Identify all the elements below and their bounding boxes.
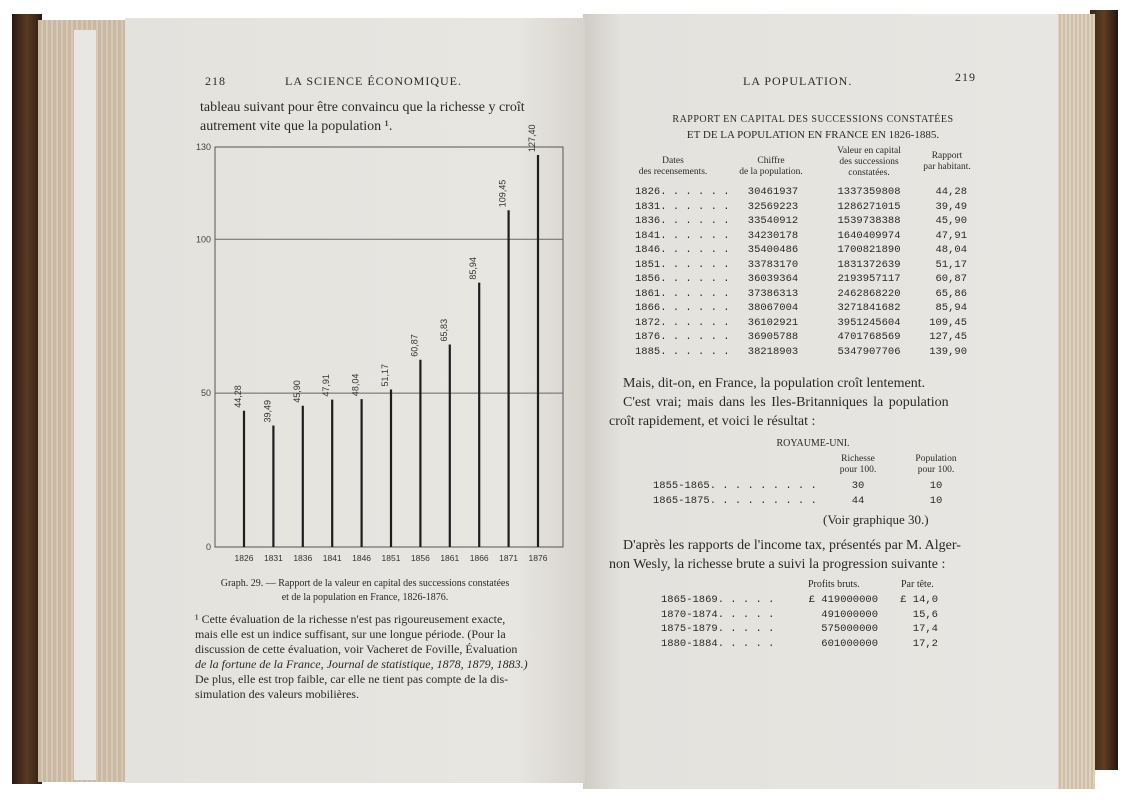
table-row bbox=[583, 244, 1043, 258]
x-tick-label: 1861 bbox=[440, 553, 460, 563]
table-cell-value: 3271841682 bbox=[837, 302, 901, 314]
uk-header bbox=[823, 454, 893, 476]
table-cell-population: 34230178 bbox=[747, 229, 799, 242]
paragraph: Mais, dit-on, en France, la population croît lentement. bbox=[623, 376, 926, 391]
page-edges-left bbox=[38, 20, 128, 782]
paragraph: D'après les rapports de l'income tax, présentés par M. Alger- bbox=[623, 538, 961, 553]
intro-line: autrement vite que la population ¹. bbox=[200, 119, 393, 134]
uk-header-line: Population bbox=[915, 454, 957, 464]
income-cell-profits: 491000000 bbox=[821, 608, 878, 621]
footnote-line: De plus, elle est trop faible, car elle ne tient pas compte de la dis- bbox=[195, 672, 509, 686]
table-row bbox=[583, 201, 1043, 215]
data-label: 109,45 bbox=[497, 179, 508, 208]
table-title: ET DE LA POPULATION EN FRANCE EN 1826-1885. bbox=[686, 129, 940, 141]
table-header bbox=[823, 146, 915, 179]
table-row bbox=[583, 331, 1043, 345]
data-label: 85,94 bbox=[468, 257, 479, 280]
uk-note: (Voir graphique 30.) bbox=[823, 512, 929, 527]
x-tick-label: 1841 bbox=[322, 553, 342, 563]
table-cell-date: 1861. . . . . . bbox=[635, 287, 730, 300]
uk-header-line: Richesse bbox=[841, 454, 875, 464]
table-header-line: par habitant. bbox=[923, 162, 971, 172]
table-header bbox=[629, 156, 717, 178]
x-tick-label: 1866 bbox=[469, 553, 489, 563]
data-label: 45,90 bbox=[291, 380, 302, 403]
right-page bbox=[583, 14, 1058, 789]
table-cell-date: 1872. . . . . . bbox=[635, 316, 730, 329]
table-cell-population: 36102921 bbox=[747, 316, 799, 329]
table-row bbox=[583, 215, 1043, 229]
y-tick-label: 100 bbox=[195, 234, 211, 245]
data-label: 65,83 bbox=[438, 318, 449, 342]
uk-title: ROYAUME-UNI. bbox=[776, 438, 850, 449]
bar-chart bbox=[185, 120, 575, 570]
page-number: 219 bbox=[955, 70, 976, 84]
x-tick-label: 1846 bbox=[352, 553, 372, 563]
x-tick-label: 1851 bbox=[381, 553, 401, 563]
footnote-line: de la fortune de la France, Journal de statistique, 1878, 1879, 1883.) bbox=[195, 657, 528, 671]
table-cell-ratio: 45,90 bbox=[935, 215, 967, 227]
table-cell-population: 36905788 bbox=[747, 331, 799, 343]
table-cell-value: 1337359808 bbox=[837, 186, 901, 198]
table-cell-value: 1539738388 bbox=[837, 215, 901, 227]
table-cell-value: 1286271015 bbox=[837, 200, 901, 213]
table-cell-date: 1826. . . . . . bbox=[635, 186, 730, 198]
table-row bbox=[583, 273, 1043, 287]
table-cell-ratio: 48,04 bbox=[935, 244, 967, 256]
income-cell-per-head: 15,6 bbox=[912, 608, 938, 621]
table-cell-date: 1866. . . . . . bbox=[635, 302, 730, 314]
table-cell-value: 5347907706 bbox=[837, 345, 901, 358]
table-header bbox=[917, 151, 977, 173]
table-cell-value: 2193957117 bbox=[837, 273, 901, 285]
intro-line: tableau suivant pour être convaincu que la richesse y croît bbox=[200, 100, 525, 115]
x-tick-label: 1871 bbox=[499, 553, 519, 563]
table-cell-date: 1836. . . . . . bbox=[635, 215, 730, 227]
data-label: 47,91 bbox=[321, 374, 332, 397]
table-cell-ratio: 39,49 bbox=[935, 200, 967, 213]
y-tick-label: 130 bbox=[195, 142, 211, 152]
table-header bbox=[725, 156, 817, 178]
table-cell-population: 38218903 bbox=[747, 345, 799, 358]
footnote-line: ¹ Cette évaluation de la richesse n'est pas rigoureusement exacte, bbox=[195, 612, 506, 626]
table-cell-value: 2462868220 bbox=[837, 287, 901, 300]
table-row bbox=[583, 346, 1043, 360]
table-header-line: des recensements. bbox=[638, 167, 708, 177]
table-cell-value: 4701768569 bbox=[837, 331, 901, 343]
footnote-line: mais elle est un indice suffisant, sur une longue période. (Pour la bbox=[195, 627, 506, 641]
table-row bbox=[583, 317, 1043, 331]
data-label: 39,49 bbox=[262, 399, 273, 423]
table-cell-population: 30461937 bbox=[747, 186, 799, 198]
table-header-line: Rapport bbox=[931, 151, 963, 161]
table-cell-population: 33540912 bbox=[747, 215, 799, 227]
uk-cell-population: 10 bbox=[929, 480, 943, 492]
data-label: 127,40 bbox=[527, 124, 537, 152]
data-label: 44,28 bbox=[233, 385, 243, 408]
table-cell-value: 1700821890 bbox=[837, 244, 901, 256]
table-cell-ratio: 139,90 bbox=[929, 345, 967, 358]
uk-cell-wealth: 30 bbox=[851, 480, 865, 492]
table-cell-value: 1831372639 bbox=[837, 258, 901, 271]
table-cell-population: 32569223 bbox=[747, 200, 799, 213]
uk-header bbox=[901, 454, 971, 476]
income-cell-period: 1880-1884. . . . . bbox=[661, 637, 775, 650]
income-cell-profits: £ 419000000 bbox=[808, 594, 878, 606]
table-cell-population: 33783170 bbox=[747, 258, 799, 271]
table-row bbox=[583, 186, 1043, 200]
table-row bbox=[583, 302, 1043, 316]
uk-header-line: pour 100. bbox=[839, 465, 877, 475]
table-cell-ratio: 85,94 bbox=[935, 302, 967, 314]
x-tick-label: 1856 bbox=[410, 553, 430, 563]
chart-caption: et de la population en France, 1826-1876. bbox=[281, 592, 449, 603]
uk-cell-period: 1855-1865. . . . . . . . . bbox=[653, 480, 817, 492]
uk-cell-period: 1865-1875. . . . . . . . . bbox=[653, 495, 817, 507]
table-cell-date: 1841. . . . . . bbox=[635, 229, 730, 242]
table-row bbox=[583, 288, 1043, 302]
table-header-line: Chiffre bbox=[757, 156, 785, 166]
table-cell-date: 1846. . . . . . bbox=[635, 244, 730, 256]
table-cell-ratio: 51,17 bbox=[935, 258, 967, 271]
data-label: 48,04 bbox=[350, 373, 361, 397]
paragraph: non Wesly, la richesse brute a suivi la progression suivante : bbox=[609, 557, 946, 572]
income-header: Profits bruts. bbox=[808, 579, 860, 590]
table-cell-date: 1876. . . . . . bbox=[635, 331, 730, 343]
x-tick-label: 1826 bbox=[234, 553, 254, 563]
income-header: Par tête. bbox=[901, 579, 934, 590]
table-header-line: des successions bbox=[839, 157, 899, 167]
footnote-line: discussion de cette évaluation, voir Vacheret de Foville, Évaluation bbox=[195, 642, 518, 656]
table-title: RAPPORT EN CAPITAL DES SUCCESSIONS CONSTATÉES bbox=[672, 114, 954, 125]
income-cell-profits: 601000000 bbox=[821, 637, 878, 650]
table-cell-ratio: 65,86 bbox=[935, 287, 967, 300]
table-cell-value: 1640409974 bbox=[837, 229, 901, 242]
x-tick-label: 1836 bbox=[293, 553, 313, 563]
table-cell-ratio: 109,45 bbox=[929, 316, 967, 329]
income-cell-profits: 575000000 bbox=[821, 623, 878, 635]
table-cell-ratio: 60,87 bbox=[935, 273, 967, 285]
chart-caption: Graph. 29. — Rapport de la valeur en capital des successions constatées bbox=[220, 578, 510, 589]
uk-cell-wealth: 44 bbox=[851, 495, 865, 507]
table-cell-date: 1851. . . . . . bbox=[635, 258, 730, 271]
page-number: 218 bbox=[205, 74, 226, 88]
footnote-line: simulation des valeurs mobilières. bbox=[195, 687, 359, 701]
x-tick-label: 1876 bbox=[528, 553, 548, 563]
y-tick-label: 0 bbox=[205, 542, 211, 552]
paragraph: croît rapidement, et voici le résultat : bbox=[609, 414, 816, 429]
uk-cell-population: 10 bbox=[929, 495, 943, 507]
table-row bbox=[583, 230, 1043, 244]
page-edges-right bbox=[1055, 14, 1095, 789]
income-cell-period: 1865-1869. . . . . bbox=[661, 594, 775, 606]
table-cell-ratio: 44,28 bbox=[935, 186, 967, 198]
x-tick-label: 1831 bbox=[263, 553, 283, 563]
income-cell-per-head: 17,2 bbox=[912, 637, 938, 650]
table-cell-population: 37386313 bbox=[747, 287, 799, 300]
left-page bbox=[125, 18, 585, 783]
data-label: 60,87 bbox=[409, 334, 420, 357]
table-cell-population: 38067004 bbox=[747, 302, 799, 314]
table-cell-date: 1831. . . . . . bbox=[635, 200, 730, 213]
table-header-line: Valeur en capital bbox=[837, 146, 901, 156]
table-header-line: Dates bbox=[662, 156, 684, 166]
income-cell-per-head: £ 14,0 bbox=[900, 594, 938, 606]
table-cell-value: 3951245604 bbox=[837, 316, 901, 329]
income-cell-period: 1875-1879. . . . . bbox=[661, 623, 775, 635]
table-row bbox=[583, 259, 1043, 273]
data-label: 51,17 bbox=[380, 364, 390, 387]
table-cell-ratio: 127,45 bbox=[929, 331, 967, 343]
table-cell-date: 1856. . . . . . bbox=[635, 273, 730, 285]
y-tick-label: 50 bbox=[200, 388, 211, 399]
table-cell-date: 1885. . . . . . bbox=[635, 345, 730, 358]
table-cell-ratio: 47,91 bbox=[935, 229, 967, 242]
running-head: LA POPULATION. bbox=[743, 74, 853, 88]
income-cell-period: 1870-1874. . . . . bbox=[661, 608, 775, 621]
table-cell-population: 36039364 bbox=[747, 273, 799, 285]
paragraph: C'est vrai; mais dans les Iles-Britanniques la population bbox=[623, 395, 949, 410]
plot-frame bbox=[215, 147, 563, 547]
table-header-line: constatées. bbox=[848, 168, 890, 178]
running-head: LA SCIENCE ÉCONOMIQUE. bbox=[285, 74, 462, 88]
uk-header-line: pour 100. bbox=[917, 465, 955, 475]
income-cell-per-head: 17,4 bbox=[912, 623, 938, 635]
table-cell-population: 35400486 bbox=[747, 244, 799, 256]
table-header-line: de la population. bbox=[739, 167, 803, 177]
